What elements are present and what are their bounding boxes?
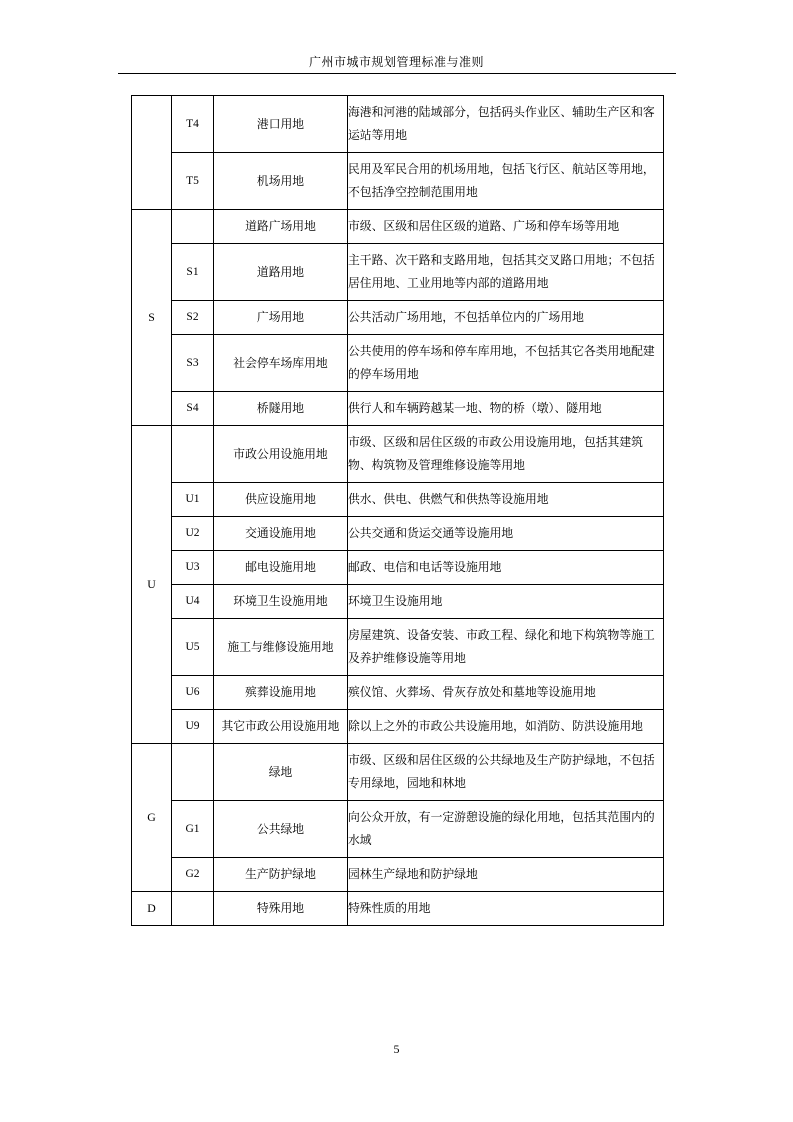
name-cell: 施工与维修设施用地 xyxy=(214,619,348,676)
category-cell: S xyxy=(132,210,172,426)
code-cell: T5 xyxy=(172,153,214,210)
description-cell: 供水、供电、供燃气和供热等设施用地 xyxy=(348,483,664,517)
name-cell: 道路用地 xyxy=(214,244,348,301)
code-cell: T4 xyxy=(172,96,214,153)
code-cell: U5 xyxy=(172,619,214,676)
name-cell: 道路广场用地 xyxy=(214,210,348,244)
table-row xyxy=(132,585,664,619)
code-cell: S3 xyxy=(172,335,214,392)
table-row xyxy=(132,153,664,210)
table-row xyxy=(132,801,664,858)
category-cell xyxy=(132,96,172,210)
name-cell: 邮电设施用地 xyxy=(214,551,348,585)
code-cell: U1 xyxy=(172,483,214,517)
table-row xyxy=(132,392,664,426)
description-cell: 公共交通和货运交通等设施用地 xyxy=(348,517,664,551)
name-cell: 交通设施用地 xyxy=(214,517,348,551)
code-cell: U3 xyxy=(172,551,214,585)
table-row xyxy=(132,619,664,676)
category-cell: D xyxy=(132,892,172,926)
description-cell: 除以上之外的市政公共设施用地，如消防、防洪设施用地 xyxy=(348,710,664,744)
name-cell: 公共绿地 xyxy=(214,801,348,858)
table-row xyxy=(132,744,664,801)
name-cell: 机场用地 xyxy=(214,153,348,210)
code-cell: G1 xyxy=(172,801,214,858)
description-cell: 特殊性质的用地 xyxy=(348,892,664,926)
description-cell: 房屋建筑、设备安装、市政工程、绿化和地下构筑物等施工及养护维修设施等用地 xyxy=(348,619,664,676)
name-cell: 广场用地 xyxy=(214,301,348,335)
description-cell: 公共活动广场用地，不包括单位内的广场用地 xyxy=(348,301,664,335)
table-row xyxy=(132,483,664,517)
name-cell: 特殊用地 xyxy=(214,892,348,926)
code-cell: G2 xyxy=(172,858,214,892)
running-header-title: 广州市城市规划管理标准与准则 xyxy=(308,55,484,69)
description-cell: 邮政、电信和电话等设施用地 xyxy=(348,551,664,585)
code-cell: U4 xyxy=(172,585,214,619)
table-row xyxy=(132,426,664,483)
table-row xyxy=(132,676,664,710)
code-cell: U9 xyxy=(172,710,214,744)
header-rule xyxy=(118,73,676,74)
code-cell: U6 xyxy=(172,676,214,710)
name-cell: 绿地 xyxy=(214,744,348,801)
description-cell: 殡仪馆、火葬场、骨灰存放处和墓地等设施用地 xyxy=(348,676,664,710)
code-cell: S2 xyxy=(172,301,214,335)
description-cell: 公共使用的停车场和停车库用地，不包括其它各类用地配建的停车场用地 xyxy=(348,335,664,392)
name-cell: 市政公用设施用地 xyxy=(214,426,348,483)
table-row xyxy=(132,244,664,301)
table-row xyxy=(132,710,664,744)
name-cell: 生产防护绿地 xyxy=(214,858,348,892)
category-cell: G xyxy=(132,744,172,892)
table-row xyxy=(132,210,664,244)
name-cell: 其它市政公用设施用地 xyxy=(214,710,348,744)
description-cell: 市级、区级和居住区级的公共绿地及生产防护绿地，不包括专用绿地，园地和林地 xyxy=(348,744,664,801)
page-number: 5 xyxy=(393,1042,400,1056)
table-row xyxy=(132,551,664,585)
name-cell: 港口用地 xyxy=(214,96,348,153)
code-cell xyxy=(172,426,214,483)
code-cell: U2 xyxy=(172,517,214,551)
table-row xyxy=(132,301,664,335)
table-row xyxy=(132,892,664,926)
land-use-table xyxy=(131,95,664,926)
name-cell: 社会停车场库用地 xyxy=(214,335,348,392)
description-cell: 向公众开放，有一定游憩设施的绿化用地，包括其范围内的水域 xyxy=(348,801,664,858)
land-use-table-body xyxy=(132,96,664,926)
code-cell: S4 xyxy=(172,392,214,426)
description-cell: 海港和河港的陆域部分，包括码头作业区、辅助生产区和客运站等用地 xyxy=(348,96,664,153)
table-row xyxy=(132,96,664,153)
code-cell xyxy=(172,744,214,801)
description-cell: 园林生产绿地和防护绿地 xyxy=(348,858,664,892)
description-cell: 市级、区级和居住区级的市政公用设施用地，包括其建筑物、构筑物及管理维修设施等用地 xyxy=(348,426,664,483)
table-row xyxy=(132,858,664,892)
table-row xyxy=(132,335,664,392)
code-cell xyxy=(172,210,214,244)
description-cell: 民用及军民合用的机场用地，包括飞行区、航站区等用地，不包括净空控制范围用地 xyxy=(348,153,664,210)
code-cell: S1 xyxy=(172,244,214,301)
description-cell: 环境卫生设施用地 xyxy=(348,585,664,619)
category-cell: U xyxy=(132,426,172,744)
name-cell: 殡葬设施用地 xyxy=(214,676,348,710)
description-cell: 供行人和车辆跨越某一地、物的桥（墩）、隧用地 xyxy=(348,392,664,426)
name-cell: 供应设施用地 xyxy=(214,483,348,517)
description-cell: 主干路、次干路和支路用地，包括其交叉路口用地；不包括居住用地、工业用地等内部的道路用地 xyxy=(348,244,664,301)
description-cell: 市级、区级和居住区级的道路、广场和停车场等用地 xyxy=(348,210,664,244)
name-cell: 桥隧用地 xyxy=(214,392,348,426)
name-cell: 环境卫生设施用地 xyxy=(214,585,348,619)
code-cell xyxy=(172,892,214,926)
table-row xyxy=(132,517,664,551)
